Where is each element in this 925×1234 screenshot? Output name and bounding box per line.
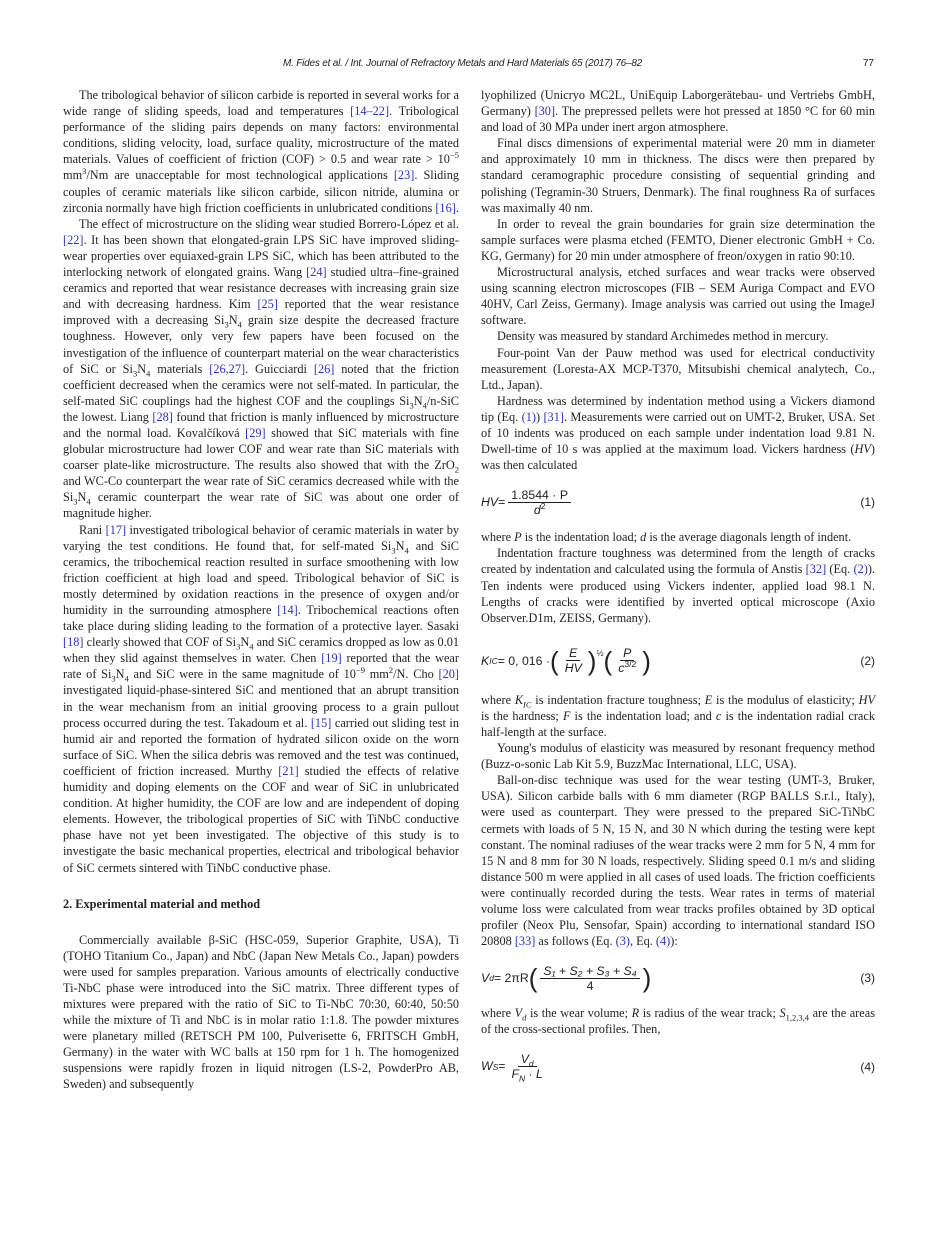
text-run: · L (525, 1067, 543, 1081)
section-heading: 2. Experimental material and method (63, 896, 261, 911)
text-run: HV (858, 692, 875, 707)
text-run: , Eq. (629, 934, 656, 949)
left-column (63, 87, 459, 1093)
text-run: d (533, 502, 541, 517)
equation-link[interactable]: (4) (655, 934, 671, 949)
text-run: 2 (388, 665, 394, 676)
text-run: Ball-on-disc technique was used for the wear testing (UMT-3, Bruker, USA). Silicon carbide balls with 6 mm diameter (RGP BALLS S.r.l., Italy), were used as counterpart. They were pressed to the prepared SiC-TiNbC cermets with loads of 5 N, 15 N, and 30 N which during the testing were kept constant. The nominal radiuses of the wear tracks were 2 mm for 5 N, 4 mm for 15 N and 8 mm for 30 N loads, respectively. Sliding speed 0.1 m/s and sliding distance 500 m were applied in all cases of used loads. The friction coefficients were continually recorded during the tests. Wear rates in terms of material volume loss were calculated from wear tracks profiles obtained by 3D optical profiler (Neox Plu, Sensofar, Spain) according to international standard ISO 20808 (481, 773, 875, 949)
citation-link[interactable]: [18] (63, 635, 84, 650)
text-run: is radius of the wear track; (639, 1006, 780, 1021)
text-run (540, 964, 639, 979)
citation-link[interactable]: [19] (321, 651, 342, 666)
text-run: = 2πR (493, 971, 529, 986)
text-run: investigated liquid-phase-sintered SiC and mentioned that an abrupt transition in the wear mechanism from an initial grooving process to a grain pullout process occurred during the test. Takadoum et al. (63, 683, 459, 730)
text-run: HV (481, 495, 499, 510)
text-run: N (77, 490, 87, 505)
text-run: 1.8544 · P (508, 488, 571, 503)
text-run: HV (564, 661, 582, 676)
text-run: and SiC ceramics dropped as low as 0.01 when they slid against themselves in water. Chen (63, 635, 460, 666)
text-run: 3 (73, 496, 78, 507)
text-run: 3 (132, 368, 138, 379)
text-run: where (481, 1006, 515, 1021)
text-run: Indentation fracture toughness was determined from the length of cracks created by indentation and calculated using the formula of Anstis (481, 546, 875, 577)
citation-link[interactable]: [32] (805, 562, 827, 577)
text-run: is the average diagonals length of indent. (646, 530, 852, 545)
text-run: N (228, 313, 238, 328)
text-run: is the indentation load; (521, 530, 641, 545)
text-run: is the indentation load; and (570, 708, 716, 723)
equation-number: (3) (860, 971, 875, 986)
text-run: The effect of microstructure on the sliding wear studied Borrero-López et al. (79, 216, 459, 231)
text-run: S (779, 1006, 786, 1021)
paragraph-microstructure (63, 216, 459, 522)
text-run: reported that the wear resistance improved with a decreasing Si (63, 297, 460, 328)
text-run: carried out sliding test in humid air and reported the formation of hydrated silicon oxide on the worn surface of SiC. When the silica debris was removed and the test was continued, coefficient of friction increased. Murthy (63, 715, 459, 778)
equation-4 (481, 1050, 875, 1084)
text-run: HV (854, 442, 871, 457)
fraction (508, 488, 571, 517)
right-column (481, 87, 875, 1094)
text-run: P (623, 646, 632, 661)
text-run (566, 646, 580, 661)
text-run: /n-SiC the lowest. Liang (63, 393, 459, 424)
text-run: d (528, 1058, 534, 1069)
paragraph-eq2-definitions (481, 692, 875, 740)
citation-link[interactable]: [23] (393, 168, 415, 183)
text-run: 4 (422, 400, 427, 411)
text-run: 3/2 (624, 659, 637, 670)
text-run: mm (364, 667, 389, 682)
citation-link[interactable]: [15] (310, 715, 332, 730)
citation-link[interactable]: [24] (306, 265, 327, 280)
text-run: 1,2,3,4 (785, 1012, 809, 1023)
text-run: 4 (237, 319, 242, 330)
text-run: found that friction is manly influenced by microstructure and the normal load. Kovalčíková (63, 409, 459, 440)
text-run: /N. Cho (393, 667, 439, 682)
text-run: 2 (454, 464, 459, 475)
citation-link[interactable]: [16] (435, 200, 456, 215)
text-run: ceramic counterpart the wear rate of SiC was about one order of magnitude higher. (63, 490, 459, 521)
text-run: . The prepressed pellets were hot pressed at 1850 °C for 60 min and load of 30 MPa under inert argon atmosphere. (481, 104, 875, 135)
paragraph-eq1-definitions (481, 529, 875, 545)
text-run: F (562, 708, 571, 723)
text-run: noted that the friction coefficient decreased when the ceramics were not self-mated. In particular, the self-mated SiC couplings had the highest COF and the couplings Si (63, 361, 459, 408)
text-run: 3 (409, 400, 414, 411)
text-run: 3 (82, 166, 87, 177)
text-run: as follows (Eq. (535, 934, 616, 949)
text-run (615, 661, 639, 675)
paragraph-intro (63, 87, 459, 216)
text-run: ) (535, 409, 544, 424)
text-run: and SiC were in the same magnitude of 10 (128, 667, 356, 682)
text-run: . Tribochemical reactions often take place during sliding leading to the formation of a protective layer. Sasaki (63, 603, 459, 634)
text-run (523, 699, 532, 709)
text-run: ). Ten indents were produced using Vickers indenter, applied load 98.1 N. Lengths of cracks were identified by inverted optical microscope (Axio Observer.D1m, ZEISS, Germany). (481, 562, 875, 625)
text-run: P (514, 530, 522, 545)
text-run: . It has been shown that elongated-grain LPS SiC have improved sliding-wear properties over equiaxed-grain LPS SiC, which has been attributed to the interlocking network of elongated grains. Wang (63, 232, 459, 280)
text-run (508, 1067, 545, 1084)
paragraph-youngs-modulus: Young's modulus of elasticity was measured by resonant frequency method (Buzz-o-sonic Lab Kit 5.9, BuzzMac International, LLC, USA). (481, 741, 875, 772)
equation-link[interactable]: (2) (853, 562, 868, 577)
text-run: ) (587, 645, 597, 676)
paragraph-fracture-toughness (481, 545, 875, 625)
text-run: grain size despite the decreased fracture toughness. However, only very few papers have been focused on the investigation of the influence of counterpart material on the wear characteristics of SiC or Si (63, 313, 459, 376)
text-run: c (715, 708, 722, 723)
text-run: Rani (79, 522, 106, 537)
text-run: 3 (224, 319, 229, 330)
text-run: ( (550, 645, 559, 676)
citation-link[interactable]: [33] (514, 934, 536, 949)
text-run: 4 (586, 978, 594, 993)
text-run: Hardness was determined by indentation method using a Vickers diamond tip (Eq. (481, 393, 875, 424)
text-run: is the hardness; (481, 708, 563, 723)
paragraph-disc-dimensions: Final discs dimensions of experimental material were 20 mm in diameter and approximately 10 mm in thickness. The discs were then prepared by standard ceramographic procedure consisting of sequential grinding and polishing (Tegramin-30 Struers, Denmark). The final roughness Ra of surfaces was maximally 40 nm. (481, 136, 875, 215)
citation-link[interactable]: [20] (438, 667, 459, 682)
text-run: d (489, 973, 494, 984)
text-run: (Eq. (826, 562, 854, 577)
text-run: is the indentation radial crack half-length at the surface. (481, 708, 875, 739)
text-run: 4 (124, 673, 129, 684)
equation-number: (4) (860, 1059, 875, 1074)
citation-link[interactable]: [29] (245, 425, 266, 440)
paragraph-microstructural-analysis: Microstructural analysis, etched surfaces and wear tracks were observed using scanning electron microscopes (FIB – SEM Auriga Compact and EVO 40HV, Carl Zeiss, Germany). Image analysis was carried out using the ImageJ software. (481, 265, 875, 328)
text-run: ) (642, 963, 652, 994)
text-run: E (704, 692, 713, 707)
text-run: and WC-Co counterpart the wear rate of SiC ceramics decreased while with the Si (63, 474, 459, 505)
text-run: V (514, 1006, 523, 1021)
citation-link[interactable]: [14] (277, 603, 298, 617)
text-run: reported that the wear rate of Si (63, 651, 459, 682)
text-run: N (518, 1073, 526, 1084)
text-run: N (240, 635, 250, 650)
text-run: IC (489, 655, 498, 666)
text-run: 3 (111, 673, 116, 684)
text-run (518, 1052, 537, 1067)
text-run: N (413, 393, 423, 408)
text-run: S (492, 1061, 499, 1072)
text-run: is indentation fracture toughness; (531, 692, 705, 707)
text-run: ( (528, 963, 538, 994)
text-run (562, 646, 585, 675)
paragraph-materials: Commercially available β-SiC (HSC-059, Superior Graphite, USA), Ti (TOHO Titanium Co., Japan) and NbC (Japan New Metals Co., Japan) powders were used for samples preparation. Various amounts of electrically conductive Ti-NbC phase were introduced into the SiC matrix. Three different types of mixtures were prepared with the ratio of SiC to Ti-NbC 70:30, 60:40, 50:50 while the mixture of Ti and NbC is in molar ratio 1:1.8. The powder mixtures were planetary milled (RETSCH PM 100, Pulverisette 6, FRITSCH GmbH, Germany) in the water with WC balls at 150 rpm for 1 h. The homogenized suspensions were rapidly frozen in liquid nitrogen (LS-2, PowderPro AB, Sweden) and subsequently (63, 932, 459, 1092)
text-run: where (481, 530, 515, 545)
text-run: N (137, 361, 147, 376)
paragraph-eq3-definitions (481, 1005, 875, 1037)
citation-link[interactable]: [22] (63, 232, 84, 247)
text-run: studied the effects of relative humidity and doping elements on the COF and wear of SiC in unlubricated condition. At higher humidity, the COF are low and are independent of doping elements. However, the tribological properties of SiC with TiNbC conductive phase have not yet been investigated. The objective of this study is to investigate the basic mechanical properties, electrical and tribological behavior of SiC cermets sintered with TiNbC conductive phase. (63, 763, 459, 875)
text-run: studied ultra–fine-grained ceramics and reported that wear resistance decreases with increasing grain size and with decreasing hardness. Kim (63, 265, 459, 312)
text-run: N (115, 667, 125, 682)
text-run: 4 (249, 641, 254, 652)
text-run: . Measurements were carried out on UMT-2, Bruker, USA. Set of 10 indents was produced on each sample under indentation load 9.81 N. Dwell-time of 10 s was applied at the maximum load. Vickers hardness ( (481, 409, 875, 457)
text-run: where (481, 692, 515, 707)
text-run: c (618, 661, 625, 676)
text-run (615, 646, 639, 675)
text-run: investigated tribological behavior of ceramic materials in water by varying the test conditions. He found that, for self-mated Si (63, 522, 459, 553)
text-run: . (455, 200, 459, 215)
paragraph-conductivity: Four-point Van der Pauw method was used for electrical conductivity measurement (Loresta-AX MCP-T370, Mitsubishi chemical analytech, Co., Ltd., Japan). (481, 345, 875, 392)
text-run: 3 (236, 641, 241, 652)
text-run: ) was then calculated (481, 442, 875, 473)
text-run: V (481, 971, 490, 986)
text-run: S₁ + S₂ + S₃ + S₄ (543, 963, 637, 978)
text-run: 4 (146, 368, 151, 379)
running-title: M. Fides et al. / Int. Journal of Refractory Metals and Hard Materials 65 (2017) 76–82 (282, 58, 643, 69)
text-run: W (481, 1059, 493, 1074)
paragraph-density: Density was measured by standard Archimedes method in mercury. (497, 329, 829, 344)
text-run: = (498, 1059, 506, 1074)
paragraph-wear-testing (481, 772, 875, 949)
paragraph-plasma-etching: In order to reveal the grain boundaries for grain size determination the sample surfaces were plasma etched (FEMTO, Diener electronic GmbH + Co. KG, Germany) for 20 min under atmosphere of freon/oxygen in ratio 90:10. (481, 216, 875, 263)
text-run: d (640, 530, 647, 545)
text-run (508, 1052, 545, 1084)
equation-3 (481, 961, 875, 995)
text-run: R (631, 1006, 640, 1021)
text-run: K (514, 692, 524, 707)
citation-link[interactable]: [30] (534, 104, 556, 119)
text-run: The tribological behavior of silicon carbide is reported in several works for a wide range of sliding speeds, load and temperatures (63, 88, 459, 119)
text-run: = 0, 016 · (497, 653, 551, 668)
equation-2: K IC = 0, 016 · ( $\frac{E}{HV}$ ) $^{\frac{1}{2}}$ ( $\frac{P}{c^{3/2}}$ ) (2) (481, 645, 875, 676)
page-number: 77 (862, 58, 874, 69)
text-run: F (511, 1067, 519, 1081)
text-run: are the areas of the cross-sectional profiles. Then, (481, 1006, 875, 1037)
text-run: −5 (449, 150, 459, 161)
equation-number: (2) (860, 653, 875, 668)
text-run: /Nm are unacceptable for most technological applications (86, 168, 394, 183)
equation-1 (481, 485, 875, 519)
text-run: E (569, 646, 578, 661)
text-run: . Sliding couples of ceramic materials like silicon carbide, silicon nitride, alumina or zirconia normally have high friction coefficients in unlubricated conditions (63, 168, 460, 215)
text-run: −9 (355, 665, 365, 676)
text-run: clearly showed that COF of Si (83, 635, 237, 650)
text-run: 4 (86, 496, 91, 507)
text-run: materials (150, 361, 210, 376)
text-run: ( (603, 645, 613, 676)
text-run: showed that SiC materials with fine globular microstructure had lower COF and wear rate than SiC materials with coarser plate-like microstructure. The results also showed that with the ZrO (63, 425, 459, 473)
text-run: IC (523, 699, 532, 710)
paragraph-hardness (481, 393, 875, 473)
citation-link[interactable]: [25] (257, 297, 278, 312)
text-run: V (520, 1052, 529, 1066)
citation-link[interactable]: [26,27] (209, 361, 246, 376)
equation-link[interactable]: (3) (615, 934, 630, 949)
citation-link[interactable]: [31] (543, 409, 564, 424)
citation-link[interactable]: [17] (105, 522, 127, 537)
text-run: is the modulus of elasticity; (712, 692, 859, 707)
text-run: 2 (540, 500, 546, 511)
citation-link[interactable]: [14–22] (350, 104, 390, 119)
text-run (562, 661, 585, 675)
text-run: mm (63, 168, 83, 183)
text-run: 4 (404, 545, 409, 556)
text-run: ): (670, 934, 678, 949)
running-header (0, 58, 925, 72)
text-run: is the wear volume; (526, 1006, 632, 1021)
equation-number: (1) (860, 495, 875, 510)
citation-link[interactable]: [21] (278, 763, 299, 778)
citation-link[interactable]: [28] (152, 409, 173, 424)
text-run: and SiC ceramics, the tribochemical reaction resulted in surface smoothening with low friction coefficient at high load and speed. Tribological behavior of SiC is mostly determined by oxidation reactions in the presence of oxygen and/or humidity in the surrounding atmosphere (63, 538, 459, 617)
text-run: . Tribological performance of the sliding pairs depends on many factors: environmental conditions, sliding velocity, load, surface quality, microstructure of the mated materials. Values of coefficient of friction (COF) > 0.5 and wear rate > 10 (63, 104, 459, 167)
text-run: . Guicciardi (245, 361, 314, 376)
text-run (531, 500, 549, 517)
citation-link[interactable]: [26] (313, 361, 335, 376)
paragraph-lyophilized (481, 87, 875, 135)
text-run: ) (642, 645, 651, 676)
text-run: lyophilized (Unicryo MC2L, UniEquip Laborgerätebau- und Vertriebs GmbH, Germany) (481, 88, 875, 119)
text-run (540, 964, 639, 993)
text-run: N (395, 538, 405, 553)
text-run: = (498, 495, 506, 510)
text-run: K (481, 653, 490, 668)
paragraph-water-tribology (63, 522, 459, 876)
text-run: d (522, 1012, 527, 1023)
text-run: 3 (391, 545, 396, 556)
equation-link[interactable]: (1) (521, 409, 536, 424)
